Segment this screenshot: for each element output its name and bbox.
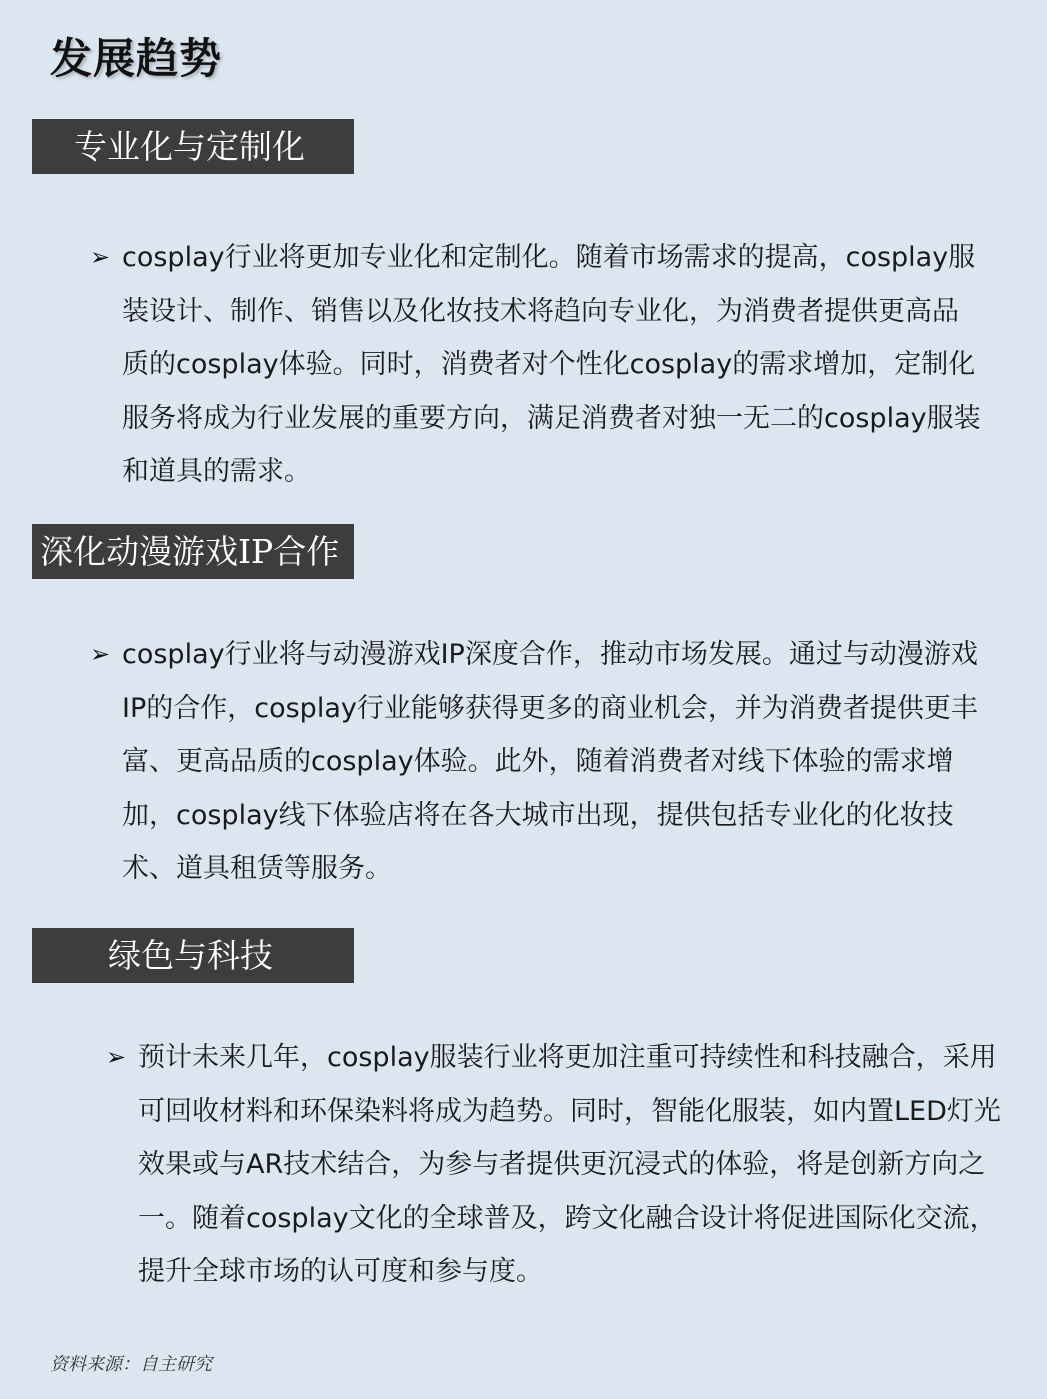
section-paragraph-ip-cooperation: cosplay行业将与动漫游戏IP深度合作，推动市场发展。通过与动漫游戏IP的合作，cosplay行业能够获得更多的商业机会，并为消费者提供更丰富、更高品质的cosplay体验。此外，随着消费者对线下体验的需求增加，cosplay线下体验店将在各大城市出现，提供包括专业化的化妆技术、道具租赁等服务。: [122, 639, 978, 884]
page-title: 发展趋势: [50, 34, 223, 83]
section-heading-specialization: 专业化与定制化: [32, 119, 354, 174]
source-note: 资料来源：自主研究: [50, 1354, 212, 1375]
section-paragraph-specialization: cosplay行业将更加专业化和定制化。随着市场需求的提高，cosplay服装设计、制作、销售以及化妆技术将趋向专业化，为消费者提供更高品质的cosplay体验。同时，消费者对个性化cosplay的需求增加，定制化服务将成为行业发展的重要方向，满足消费者对独一无二的cosplay服装和道具的需求。: [122, 242, 981, 487]
arrow-bullet-icon: ➢: [90, 243, 111, 271]
section-heading-ip-cooperation: 深化动漫游戏IP合作: [32, 524, 354, 579]
arrow-bullet-icon: ➢: [90, 640, 111, 668]
section-paragraph-green-tech: 预计未来几年，cosplay服装行业将更加注重可持续性和科技融合，采用可回收材料和环保染料将成为趋势。同时，智能化服装，如内置LED灯光效果或与AR技术结合，为参与者提供更沉浸式的体验，将是创新方向之一。随着cosplay文化的全球普及，跨文化融合设计将促进国际化交流，提升全球市场的认可度和参与度。: [138, 1042, 1001, 1287]
section-heading-green-tech: 绿色与科技: [32, 928, 354, 983]
arrow-bullet-icon: ➢: [106, 1043, 127, 1071]
